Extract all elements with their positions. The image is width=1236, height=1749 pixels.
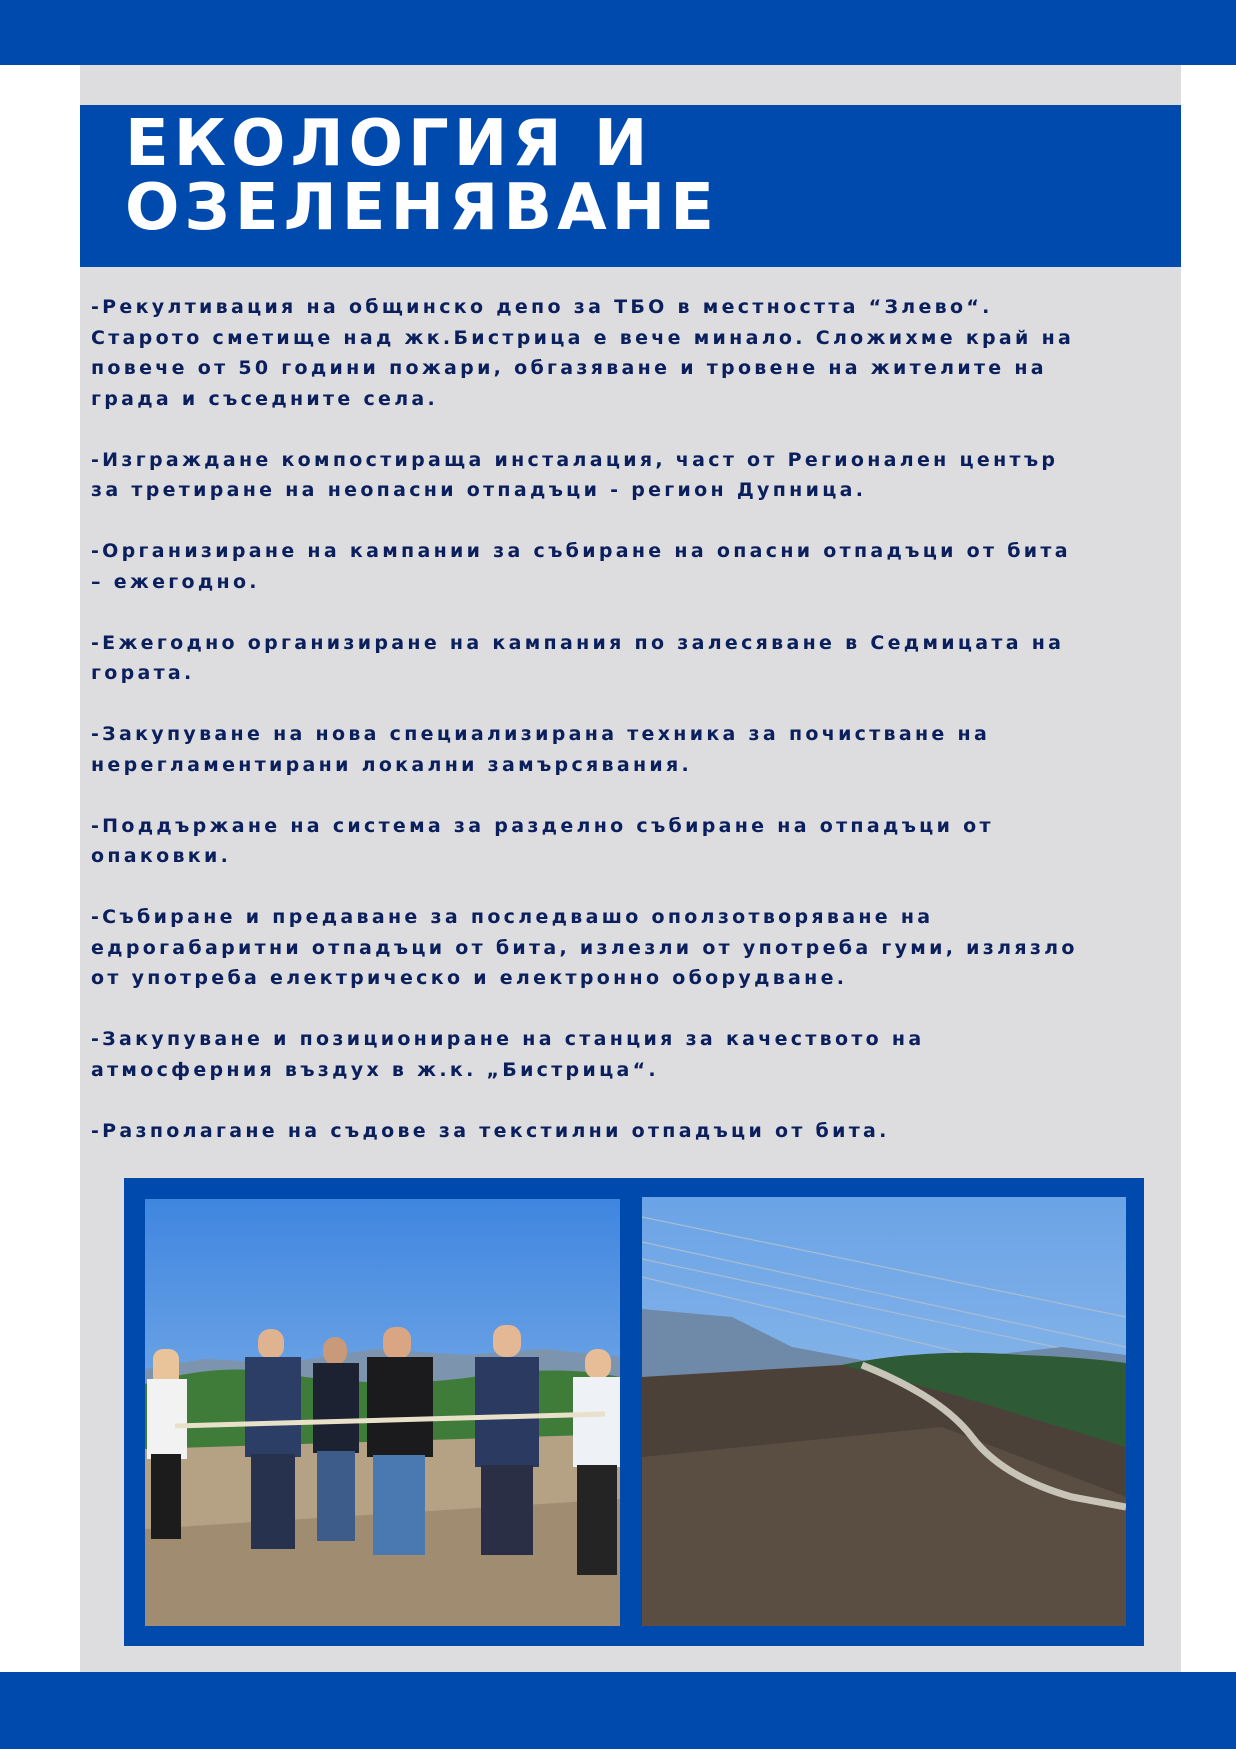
list-item — [91, 445, 1181, 506]
page-title-line-2: ОЗЕЛЕНЯВАНЕ — [125, 171, 719, 245]
list-item — [91, 719, 1181, 780]
list-item — [91, 536, 1181, 597]
list-item-line: -Рекултивация на общинско депо за ТБО в местността “Злево“. — [91, 296, 993, 318]
bottom-banner — [0, 1672, 1236, 1749]
page-title — [125, 107, 719, 245]
ribbon-cutting-photo — [145, 1199, 620, 1626]
landfill-site-photo — [642, 1197, 1126, 1626]
list-item-line: -Изграждане компостираща инсталация, част от Регионален център — [91, 448, 1059, 471]
list-item — [91, 902, 1181, 994]
list-item-line: от употреба електрическо и електронно оборудване. — [91, 967, 848, 989]
list-item-line: -Събиране и предаване за последвашо оползотворяване на — [91, 906, 934, 928]
list-item-line: за третиране на неопасни отпадъци - регион Дупница. — [91, 479, 867, 501]
page-title-line-1: ЕКОЛОГИЯ И — [125, 107, 653, 181]
list-item — [91, 1116, 1181, 1147]
list-item-line: – ежегодно. — [91, 570, 260, 593]
list-item-line: опаковки. — [91, 845, 232, 867]
list-item-line: нерегламентирани локални замърсявания. — [91, 753, 693, 776]
list-item-line: -Ежегодно организиране на кампания по залесяване в Седмицата на — [91, 631, 1065, 654]
list-item — [91, 292, 1181, 414]
list-item-line: -Закупуване и позициониране на станция за качеството на — [91, 1028, 925, 1050]
list-item-line: -Разполагане на съдове за текстилни отпадъци от бита. — [91, 1119, 890, 1142]
list-item-line: -Поддържане на система за разделно събиране на отпадъци от — [91, 814, 994, 837]
list-item-line: повече от 50 години пожари, обгазяване и тровене на жителите на — [91, 357, 1047, 379]
list-item-line: града и съседните села. — [91, 387, 439, 410]
list-item-line: -Организиране на кампании за събиране на опасни отпадъци от бита — [91, 540, 1071, 562]
list-item-line: едрогабаритни отпадъци от бита, излезли от употреба гуми, излязло — [91, 936, 1078, 959]
list-item-line: гората. — [91, 662, 195, 684]
achievements-list — [91, 292, 1181, 1177]
list-item — [91, 628, 1181, 689]
list-item — [91, 811, 1181, 872]
top-banner — [0, 0, 1236, 65]
list-item — [91, 1024, 1181, 1085]
list-item-line: -Закупуване на нова специализирана техника за почистване на — [91, 723, 991, 745]
list-item-line: Старото сметище над жк.Бистрица е вече минало. Сложихме край на — [91, 326, 1075, 349]
list-item-line: атмосферния въздух в ж.к. „Бистрица“. — [91, 1058, 659, 1081]
